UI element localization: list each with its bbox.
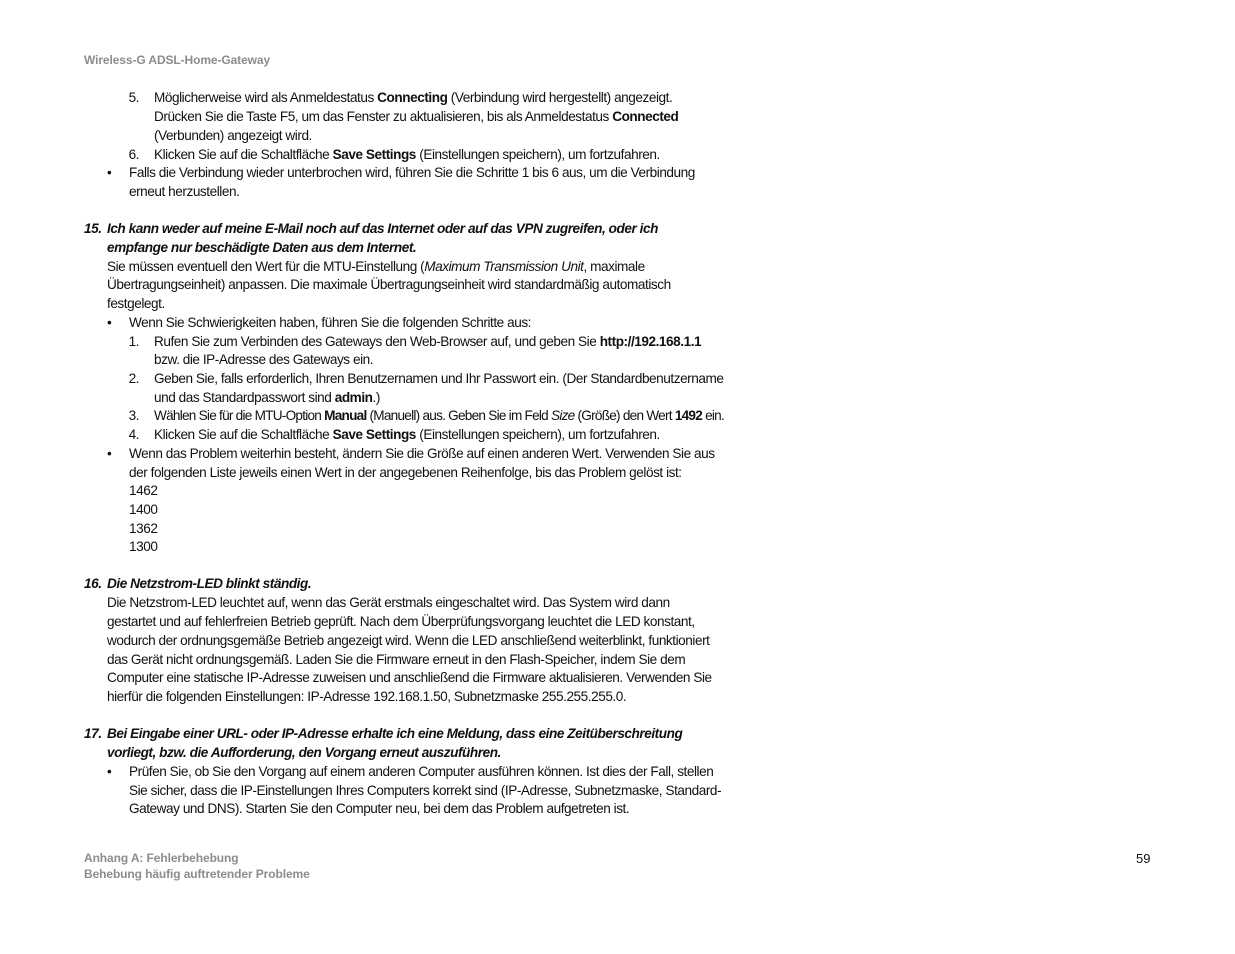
step-2-line-1: Geben Sie, falls erforderlich, Ihren Benutzernamen und Ihr Passwort ein. (Der Standardbenutzername	[154, 371, 724, 386]
paragraph-line: gestartet und auf fehlerfreien Betrieb geprüft. Nach dem Überprüfungsvorgang leuchtet die LED konstant,	[107, 614, 695, 629]
paragraph-line-1: Sie müssen eventuell den Wert für die MTU-Einstellung (Maximum Transmission Unit, maximale	[107, 259, 645, 274]
mtu-value: 1362	[129, 521, 158, 536]
paragraph-line: wodurch der ordnungsgemäße Betrieb angezeigt wird. Wenn die LED anschließend weiterblinkt, funktioniert	[107, 633, 710, 648]
paragraph-line: hierfür die folgenden Einstellungen: IP-Adresse 192.168.1.50, Subnetzmaske 255.255.255.0.	[107, 689, 627, 704]
bullet-line: Prüfen Sie, ob Sie den Vorgang auf einem anderen Computer ausführen können. Ist dies der Fall, stellen	[129, 764, 714, 779]
paragraph-line: Computer eine statische IP-Adresse zuweisen und anschließend die Firmware aktualisieren. Verwenden Sie	[107, 670, 712, 685]
bullet-2-line-1: Wenn das Problem weiterhin besteht, ändern Sie die Größe auf einen anderen Wert. Verwenden Sie aus	[129, 446, 715, 461]
bullet-icon: •	[107, 315, 112, 330]
question-number: 17.	[84, 726, 102, 741]
bullet-1-line-2: erneut herzustellen.	[129, 184, 240, 199]
step-6-line: Klicken Sie auf die Schaltfläche Save Settings (Einstellungen speichern), um fortzufahren.	[154, 147, 660, 162]
mtu-value: 1300	[129, 539, 158, 554]
page-number: 59	[1136, 851, 1151, 866]
question-title: Die Netzstrom-LED blinkt ständig.	[107, 576, 312, 591]
question-title-line-2: empfange nur beschädigte Daten aus dem Internet.	[107, 240, 417, 255]
question-number: 15.	[84, 221, 102, 236]
step-5-line-1: Möglicherweise wird als Anmeldestatus Connecting (Verbindung wird hergestellt) angezeigt.	[154, 90, 673, 105]
step-number: 6.	[128, 147, 139, 162]
step-number: 2.	[128, 371, 139, 386]
running-header: Wireless-G ADSL-Home-Gateway	[84, 53, 271, 67]
step-2-line-2: und das Standardpasswort sind admin.)	[154, 390, 380, 405]
mtu-value: 1400	[129, 502, 158, 517]
bullet-icon: •	[107, 764, 112, 779]
mtu-value: 1462	[129, 483, 158, 498]
step-number: 4.	[128, 427, 139, 442]
bullet-icon: •	[107, 446, 112, 461]
bullet-icon: •	[107, 165, 112, 180]
question-title-line-1: Ich kann weder auf meine E-Mail noch auf das Internet oder auf das VPN zugreifen, oder ich	[107, 221, 658, 236]
step-1-line-2: bzw. die IP-Adresse des Gateways ein.	[154, 352, 374, 367]
bullet-intro: Wenn Sie Schwierigkeiten haben, führen Sie die folgenden Schritte aus:	[129, 315, 532, 330]
question-number: 16.	[84, 576, 102, 591]
footer-chapter: Anhang A: Fehlerbehebung	[84, 851, 239, 865]
step-number: 5.	[128, 90, 139, 105]
paragraph-line: Die Netzstrom-LED leuchtet auf, wenn das Gerät erstmals eingeschaltet wird. Das System wird dann	[107, 595, 670, 610]
step-5-line-3: (Verbunden) angezeigt wird.	[154, 128, 312, 143]
question-title-line-2: vorliegt, bzw. die Aufforderung, den Vorgang erneut auszuführen.	[107, 745, 501, 760]
step-3-line: Wählen Sie für die MTU-Option Manual (Manuell) aus. Geben Sie im Feld Size (Größe) den Wert 1492 ein.	[154, 408, 725, 423]
step-number: 1.	[128, 334, 139, 349]
bullet-line: Gateway und DNS). Starten Sie den Computer neu, bei dem das Problem aufgetreten ist.	[129, 801, 630, 816]
paragraph-line-3: festgelegt.	[107, 296, 165, 311]
step-number: 3.	[128, 408, 139, 423]
question-title-line-1: Bei Eingabe einer URL- oder IP-Adresse erhalte ich eine Meldung, dass eine Zeitüberschreitung	[107, 726, 683, 741]
bullet-2-line-2: der folgenden Liste jeweils einen Wert in der angegebenen Reihenfolge, bis das Problem gelöst ist:	[129, 465, 682, 480]
footer-section: Behebung häufig auftretender Probleme	[84, 867, 310, 881]
step-5-line-2: Drücken Sie die Taste F5, um das Fenster zu aktualisieren, bis als Anmeldestatus Connected	[154, 109, 679, 124]
step-4-line: Klicken Sie auf die Schaltfläche Save Settings (Einstellungen speichern), um fortzufahren.	[154, 427, 660, 442]
bullet-1-line-1: Falls die Verbindung wieder unterbrochen wird, führen Sie die Schritte 1 bis 6 aus, um die Verbindung	[129, 165, 695, 180]
step-1-line-1: Rufen Sie zum Verbinden des Gateways den Web-Browser auf, und geben Sie http://192.168.1.1	[154, 334, 702, 349]
bullet-line: Sie sicher, dass die IP-Einstellungen Ihres Computers korrekt sind (IP-Adresse, Subnetzmaske, Standard-	[129, 783, 722, 798]
paragraph-line: das Gerät nicht ordnungsgemäß. Laden Sie die Firmware erneut in den Flash-Speicher, indem Sie dem	[107, 652, 686, 667]
paragraph-line-2: Übertragungseinheit) anpassen. Die maximale Übertragungseinheit wird standardmäßig automatisch	[107, 277, 671, 292]
